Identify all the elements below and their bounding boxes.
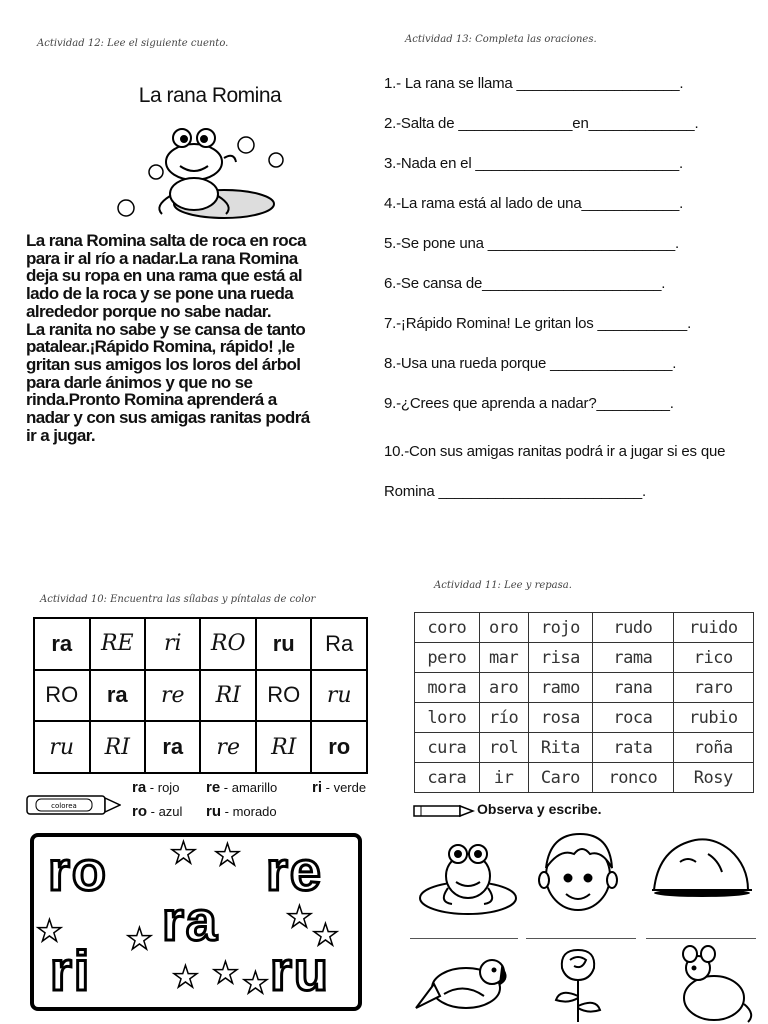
key-color: rojo [157, 780, 180, 795]
word-cell: rana [593, 673, 673, 703]
color-key-ra: ra - rojo [132, 779, 180, 796]
word-row [415, 733, 754, 763]
syllable-cell[interactable]: RO [200, 618, 256, 670]
color-key-re: re - amarillo [206, 779, 278, 796]
syllable-cell[interactable]: RI [200, 670, 256, 722]
activity-13-label: Actividad 13: Completa las oraciones. [405, 34, 597, 45]
answer-line[interactable] [410, 938, 518, 939]
star-icon: ★ [126, 922, 153, 957]
star-icon: ★ [214, 838, 241, 873]
story-text [26, 232, 371, 444]
word-cell: oro [479, 613, 528, 643]
syllable-cell[interactable]: RI [90, 721, 146, 773]
story-line: patalear.¡Rápido Romina, rápido! ,le [26, 337, 295, 357]
star-icon: ★ [172, 960, 199, 995]
big-syllable-ro[interactable]: ro [48, 839, 108, 902]
story-title: La rana Romina [138, 84, 282, 107]
word-cell: rudo [593, 613, 673, 643]
star-icon: ★ [170, 836, 197, 871]
story-line: ir a jugar. [26, 425, 95, 445]
word-cell: Caro [528, 763, 593, 793]
syllable-cell[interactable]: ru [311, 670, 367, 722]
pencil-icon [413, 804, 475, 818]
syllable-cell[interactable]: ru [34, 721, 90, 773]
word-cell: aro [479, 673, 528, 703]
sentence-item: 10.-Con sus amigas ranitas podrá ir a jugar si es que Romina _________________________. [384, 443, 726, 500]
story-line: lado de la roca y se pone una rueda [26, 284, 294, 304]
answer-line[interactable] [646, 938, 756, 939]
word-row [415, 673, 754, 703]
color-key-ro: ro - azul [132, 803, 183, 820]
sentence-item: 5.-Se pone una _______________________. [384, 235, 679, 252]
frog-icon [416, 832, 520, 918]
big-syllable-ra[interactable]: ra [162, 889, 219, 952]
sentence-item: 9.-¿Crees que aprenda a nadar?_________. [384, 395, 674, 412]
key-color: verde [333, 780, 367, 795]
word-cell: cara [415, 763, 480, 793]
word-cell: ruido [673, 613, 753, 643]
star-icon: ★ [312, 918, 339, 953]
syllable-cell[interactable]: Ra [311, 618, 367, 670]
grid-row [34, 618, 367, 670]
story-line: La rana Romina salta de roca en roca [26, 231, 306, 250]
word-cell: Rita [528, 733, 593, 763]
syllable-cell[interactable]: RO [256, 670, 312, 722]
syllable-cell[interactable]: re [145, 670, 200, 722]
key-syllable: ra [132, 779, 147, 796]
star-icon: ★ [212, 956, 239, 991]
grid-row [34, 670, 367, 722]
color-key-ri: ri - verde [312, 779, 367, 796]
word-cell: mar [479, 643, 528, 673]
key-syllable: ro [132, 803, 147, 820]
rock-icon [648, 832, 754, 898]
answer-line[interactable] [526, 938, 636, 939]
story-line: deja su ropa en una rama que está al [26, 266, 303, 286]
story-line: nadar y con sus amigas ranitas podrá [26, 408, 310, 428]
sentence-item: 6.-Se cansa de______________________. [384, 275, 666, 292]
key-syllable: ru [206, 803, 221, 820]
big-syllable-ru[interactable]: ru [270, 939, 330, 1002]
key-color: morado [232, 804, 277, 819]
word-cell: pero [415, 643, 480, 673]
word-cell: cura [415, 733, 480, 763]
word-row [415, 643, 754, 673]
syllable-cell[interactable]: re [200, 721, 256, 773]
star-icon: ★ [36, 914, 63, 949]
activity-10-label: Actividad 10: Encuentra las sílabas y píntalas de color [40, 594, 316, 605]
word-cell: roca [593, 703, 673, 733]
word-cell: rico [673, 643, 753, 673]
key-color: amarillo [231, 780, 278, 795]
word-cell: rubio [673, 703, 753, 733]
sentence-item: 8.-Usa una rueda porque _______________. [384, 355, 677, 372]
word-cell: río [479, 703, 528, 733]
key-syllable: re [206, 779, 221, 796]
rose-icon [546, 944, 610, 1024]
word-cell: Rosy [673, 763, 753, 793]
word-row [415, 703, 754, 733]
sentence-item: 4.-La rama está al lado de una____________. [384, 195, 684, 212]
story-line: gritan sus amigos los loros del árbol [26, 354, 301, 374]
story-line: rinda.Pronto Romina aprenderá a [26, 390, 277, 410]
sentence-item: 3.-Nada en el _________________________. [384, 155, 683, 172]
crayon-icon [26, 793, 121, 817]
big-syllable-re[interactable]: re [266, 839, 323, 902]
word-cell: rosa [528, 703, 593, 733]
word-cell: rata [593, 733, 673, 763]
color-key-ru: ru - morado [206, 803, 277, 820]
sentence-list [384, 72, 756, 512]
story-line: para ir al río a nadar.La rana Romina [26, 248, 298, 268]
syllable-cell[interactable]: ru [256, 618, 312, 670]
crayon-label: colorea [51, 802, 77, 810]
syllable-cell[interactable]: ro [311, 721, 367, 773]
key-color: azul [158, 804, 183, 819]
syllable-cell[interactable]: RO [34, 670, 90, 722]
activity-12-label: Actividad 12: Lee el siguiente cuento. [37, 38, 229, 49]
word-cell: roña [673, 733, 753, 763]
big-syllable-ri[interactable]: ri [50, 939, 92, 1002]
sentence-item: 1.- La rana se llama ____________________. [384, 75, 684, 92]
syllable-cell[interactable]: ra [34, 618, 90, 670]
syllable-cell[interactable]: ra [90, 670, 146, 722]
star-icon: ★ [286, 900, 313, 935]
word-cell: loro [415, 703, 480, 733]
word-cell: ramo [528, 673, 593, 703]
word-cell: coro [415, 613, 480, 643]
mouse-icon [664, 944, 756, 1024]
star-icon: ★ [242, 966, 269, 1001]
key-syllable: ri [312, 779, 323, 796]
frog-on-lilypad-icon [96, 110, 296, 226]
word-cell: ir [479, 763, 528, 793]
word-row [415, 613, 754, 643]
grid-row [34, 721, 367, 773]
syllable-coloring-box [30, 833, 362, 1011]
instruction-observa: Observa y escribe. [477, 801, 602, 817]
syllable-cell[interactable]: RE [90, 618, 146, 670]
syllable-cell[interactable]: ra [145, 721, 200, 773]
sentence-item: 2.-Salta de ______________en_____________. [384, 115, 699, 132]
word-cell: rol [479, 733, 528, 763]
activity-11-label: Actividad 11: Lee y repasa. [434, 580, 572, 591]
word-cell: raro [673, 673, 753, 703]
story-line: La ranita no sabe y se cansa de tanto [26, 319, 306, 339]
boy-face-icon [530, 828, 626, 914]
syllable-cell[interactable]: ri [145, 618, 200, 670]
word-table [414, 612, 754, 793]
sentence-item: 7.-¡Rápido Romina! Le gritan los ___________. [384, 315, 692, 332]
word-cell: mora [415, 673, 480, 703]
story-line: alrededor porque no sabe nadar. [26, 301, 271, 321]
story-line: para darle ánimos y que no se [26, 372, 253, 392]
word-cell: rama [593, 643, 673, 673]
syllable-cell[interactable]: RI [256, 721, 312, 773]
word-cell: ronco [593, 763, 673, 793]
syllable-grid [33, 617, 368, 774]
parrot-icon [414, 948, 510, 1024]
word-cell: risa [528, 643, 593, 673]
word-cell: rojo [528, 613, 593, 643]
word-row [415, 763, 754, 793]
